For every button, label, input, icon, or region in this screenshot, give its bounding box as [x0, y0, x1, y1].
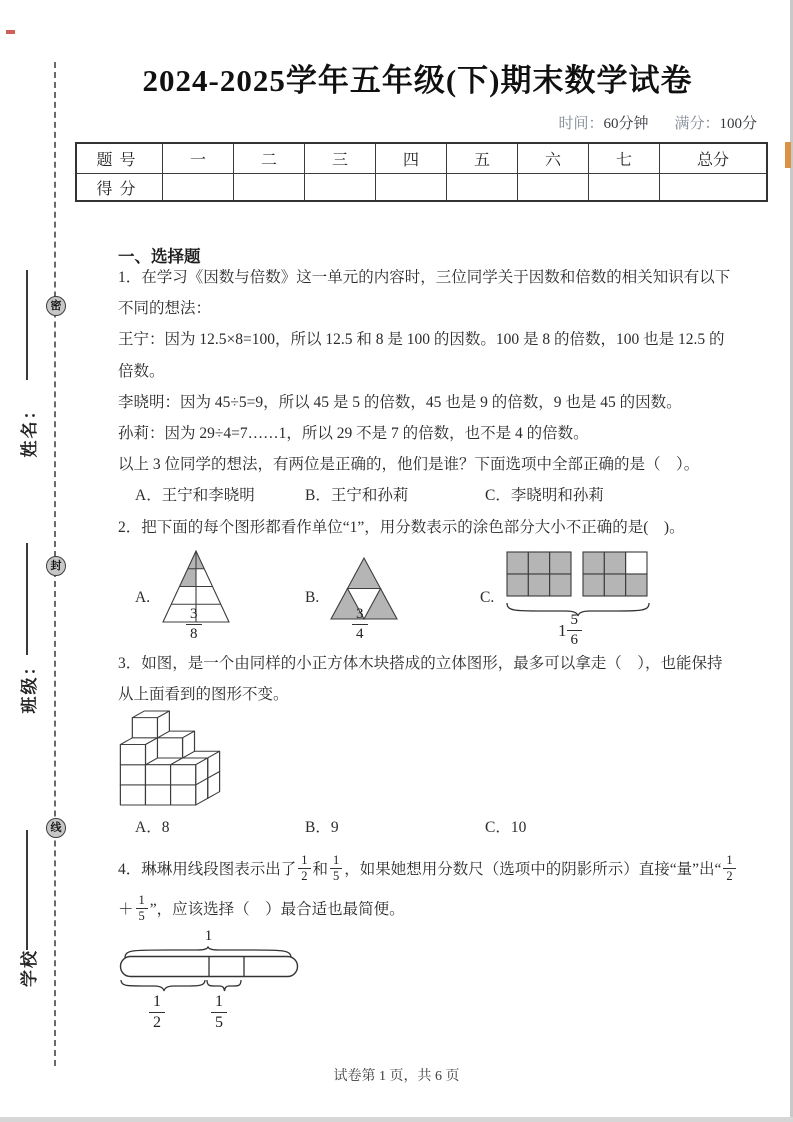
- q3-option-b: B．9: [305, 819, 339, 837]
- score-cell: [163, 174, 234, 202]
- score-cell: [376, 174, 447, 202]
- scan-edge-bottom: [0, 1117, 793, 1122]
- q3-option-c: C．10: [485, 819, 527, 837]
- segment-total-label: 1: [204, 928, 213, 944]
- exam-info: [0, 112, 757, 133]
- cube-figure: [112, 710, 758, 806]
- q1-line: 倍数。: [118, 362, 165, 380]
- name-write-line: [26, 270, 28, 380]
- inline-frac-half: $\frac{1}{2}$: [723, 854, 735, 882]
- seal-char-feng: 封: [46, 556, 66, 576]
- q3-line: 从上面看到的图形不变。: [118, 686, 289, 704]
- q1-line: 王宁：因为 12.5×8=100，所以 12.5 和 8 是 100 的因数。100 是 8 的倍数，100 也是 12.5 的: [118, 331, 725, 349]
- frac-numerator: 5: [570, 612, 578, 629]
- q1-line: 孙莉：因为 29÷4=7……1，所以 29 不是 7 的倍数，也不是 4 的倍数。: [118, 425, 589, 443]
- inline-frac-fifth: $\frac{1}{5}$: [136, 894, 148, 922]
- q4-text: ”，应该选择（ ）最合适也最简便。: [149, 901, 405, 918]
- q1-line: 1．在学习《因数与倍数》这一单元的内容时，三位同学关于因数和倍数的相关知识有以下: [118, 269, 731, 286]
- q2-frac-b: [352, 607, 368, 642]
- question-1: [118, 262, 758, 511]
- frac-denominator: 8: [186, 624, 202, 642]
- score-cell: [447, 174, 518, 202]
- q4-text: 4．琳琳用线段图表示出了: [118, 861, 297, 878]
- header-col: 六: [518, 143, 589, 174]
- score-row: [76, 174, 767, 202]
- q1-line: 以上 3 位同学的想法，有两位是正确的，他们是谁？下面选项中全部正确的是（ ）。: [118, 456, 700, 474]
- header-col: 四: [376, 143, 447, 174]
- q1-option-b: B．王宁和孙莉: [305, 487, 409, 505]
- q2-label-c: C.: [480, 589, 495, 607]
- segment-label-fifth: $\frac{1}{5}$: [211, 994, 227, 1031]
- segment-bar: [119, 955, 300, 979]
- q2-label-a: A.: [135, 589, 151, 607]
- q1-option-c: C．李晓明和孙莉: [485, 487, 604, 505]
- q1-line: 李晓明：因为 45÷5=9，所以 45 是 5 的倍数，45 也是 9 的倍数，9 也是 45 的因数。: [118, 393, 682, 411]
- header-col: 三: [305, 143, 376, 174]
- q2-frac-a: [186, 607, 202, 642]
- time-label: 时间：: [558, 116, 604, 132]
- q4-text: 和: [312, 861, 329, 878]
- score-cell: [234, 174, 305, 202]
- q2-label-b: B.: [305, 589, 320, 607]
- orange-pen-mark: [785, 142, 791, 168]
- segment-diagram: [118, 928, 308, 1038]
- q1-line: 不同的想法：: [118, 300, 212, 318]
- score-cell: [660, 174, 768, 202]
- inline-frac-half: $\frac{1}{2}$: [298, 854, 310, 882]
- score-table: [75, 142, 768, 202]
- question-4: [118, 848, 763, 1038]
- q1-options: [118, 480, 758, 511]
- q3-line: 3．如图，是一个由同样的小正方体木块搭成的立体图形，最多可以拿走（ ），也能保持: [118, 655, 723, 672]
- header-total: 总分: [660, 143, 768, 174]
- q2-text: 2．把下面的每个图形都看作单位“1”，用分数表示的涂色部分大小不正确的是( )。: [118, 519, 685, 536]
- time-value: 60分钟: [603, 116, 649, 132]
- question-2: [118, 512, 758, 655]
- name-label: 姓名：: [20, 400, 39, 458]
- page-footer: 试卷第 1 页，共 6 页: [333, 1069, 460, 1084]
- header-col: 七: [589, 143, 660, 174]
- frac-numerator: 3: [190, 606, 198, 623]
- page-title: 2024-2025学年五年级(下)期末数学试卷: [142, 63, 693, 98]
- q4-text: ，如果她想用分数尺（选项中的阴影所示）直接“量”出“: [344, 861, 722, 878]
- score-label-cell: 得分: [76, 174, 163, 202]
- inline-frac-fifth: $\frac{1}{5}$: [330, 854, 342, 882]
- full-score-value: 100分: [719, 116, 757, 132]
- q4-text: ＋: [118, 901, 134, 918]
- brace-under-fifth: [206, 978, 242, 992]
- seal-char-mi: 密: [46, 296, 66, 316]
- q3-option-a: A．8: [135, 819, 170, 837]
- frac-denominator: 6: [567, 630, 583, 648]
- frac-numerator: 3: [356, 606, 364, 623]
- q2-figures: [118, 543, 758, 655]
- seal-char-xian: 线: [46, 818, 66, 838]
- school-label: 学校: [20, 949, 39, 987]
- mixed-whole: 1: [558, 620, 567, 640]
- header-tihao: 题号: [76, 143, 163, 174]
- score-cell: [305, 174, 376, 202]
- q3-options: [118, 812, 758, 843]
- header-col: 二: [234, 143, 305, 174]
- question-3: [118, 648, 758, 843]
- q4-line2: [118, 888, 763, 928]
- segment-label-half: $\frac{1}{2}$: [149, 994, 165, 1031]
- section1-heading: 一、选择题: [118, 247, 201, 266]
- question-number-row: [76, 143, 767, 174]
- q4-line1: [118, 848, 763, 888]
- header-col: 一: [163, 143, 234, 174]
- red-pen-mark: [6, 30, 15, 34]
- full-score-label: 满分：: [674, 116, 720, 132]
- q1-option-a: A．王宁和李晓明: [135, 487, 255, 505]
- frac-denominator: 4: [352, 624, 368, 642]
- brace-under-half: [120, 978, 206, 992]
- header-col: 五: [447, 143, 518, 174]
- score-cell: [589, 174, 660, 202]
- class-label: 班级：: [20, 656, 39, 714]
- q2-frac-c: [558, 613, 582, 648]
- score-cell: [518, 174, 589, 202]
- grids-figure: [505, 550, 651, 598]
